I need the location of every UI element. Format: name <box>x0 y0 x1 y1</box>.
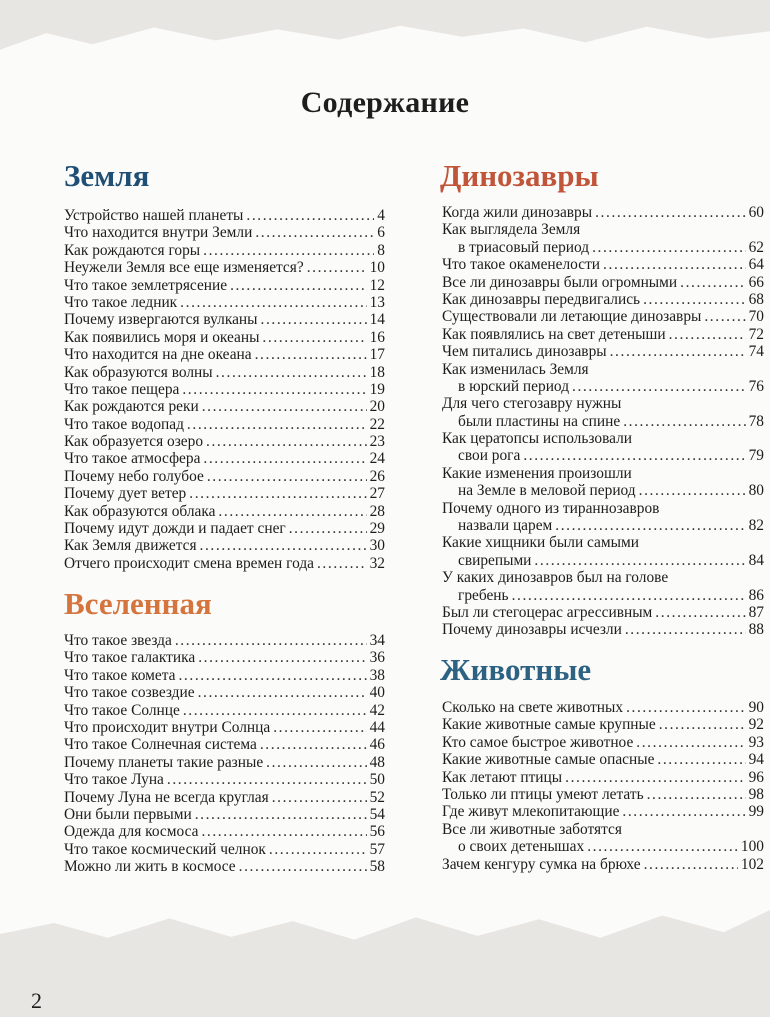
dot-leader <box>180 294 366 311</box>
toc-entry-title: Что такое ледник <box>64 293 178 311</box>
toc-entry-title: Что такое землетрясение <box>64 276 228 294</box>
page-title: Содержание <box>300 86 470 119</box>
toc-entry-page: 58 <box>369 858 385 876</box>
toc-entry-title: в юрский период <box>458 377 570 395</box>
toc-entry[interactable] <box>64 381 385 398</box>
toc-entry-page: 84 <box>748 551 764 569</box>
toc-entry-title: Что находится внутри Земли <box>64 224 253 242</box>
toc-entry[interactable] <box>442 716 764 733</box>
toc-entry-title: Был ли стегоцерас агрессивным <box>442 603 653 621</box>
dot-leader <box>572 378 746 395</box>
toc-entry[interactable] <box>442 769 764 786</box>
toc-entry-page: 26 <box>369 467 385 485</box>
toc-entry[interactable] <box>442 343 764 360</box>
dot-leader <box>317 555 367 572</box>
dot-leader <box>255 346 367 363</box>
toc-entry[interactable] <box>64 736 385 753</box>
dot-leader <box>592 239 746 256</box>
toc-entry-title: Все ли динозавры были огромными <box>442 273 678 291</box>
toc-entry-page: 17 <box>369 346 385 364</box>
toc-entry-page: 74 <box>748 343 764 361</box>
dot-leader <box>626 699 746 716</box>
dot-leader <box>659 716 746 733</box>
toc-entry-page: 68 <box>748 290 764 308</box>
toc-entry[interactable] <box>64 485 385 502</box>
toc-entry-title: Только ли птицы умеют летать <box>442 785 644 803</box>
toc-entry-title: Что такое окаменелости <box>442 256 601 274</box>
toc-entry-page: 40 <box>369 684 385 702</box>
toc-entry-page: 78 <box>748 412 764 430</box>
toc-entry-page: 60 <box>748 204 764 221</box>
toc-entry[interactable] <box>64 806 385 823</box>
toc-entry-page: 102 <box>740 855 764 873</box>
dot-leader <box>512 587 746 604</box>
toc-entry-page: 50 <box>369 771 385 789</box>
toc-entry-page: 62 <box>748 238 764 256</box>
toc-entry-title: Как появлялись на свет детеныши <box>442 325 666 343</box>
toc-entry-title: Чем питались динозавры <box>442 343 607 361</box>
toc-entry-page: 56 <box>369 823 385 841</box>
toc-entry-first-line <box>442 430 764 447</box>
toc-entry[interactable] <box>64 346 385 363</box>
toc-entry[interactable] <box>442 621 764 638</box>
toc-entry[interactable] <box>64 789 385 806</box>
toc-entry-title: Можно ли жить в космосе <box>64 858 236 876</box>
toc-entry-title: Что такое звезда <box>64 632 172 649</box>
toc-entry-page: 32 <box>369 554 385 572</box>
toc-entry-title: Что такое созвездие <box>64 684 195 702</box>
dot-leader <box>266 754 366 771</box>
dot-leader <box>565 769 745 786</box>
toc-entry-title: Существовали ли летающие динозавры <box>442 308 702 326</box>
dot-leader <box>269 841 367 858</box>
toc-entry-title: Когда жили динозавры <box>442 204 593 221</box>
toc-list-earth <box>64 207 385 572</box>
toc-entry[interactable] <box>64 450 385 467</box>
toc-entry-page: 42 <box>369 701 385 719</box>
toc-entry[interactable] <box>442 838 764 855</box>
toc-entry-page: 48 <box>369 753 385 771</box>
toc-entry[interactable] <box>64 771 385 788</box>
toc-entry[interactable] <box>442 326 764 343</box>
toc-entry[interactable] <box>64 684 385 701</box>
toc-list-animals <box>442 699 764 873</box>
toc-entry-title: Как образуются волны <box>64 363 213 381</box>
toc-entry-page: 6 <box>377 224 385 242</box>
toc-entry-page: 64 <box>748 256 764 274</box>
toc-entry-title: Неужели Земля все еще изменяется? <box>64 259 304 277</box>
toc-entry-title: Как динозавры передвигались <box>442 290 641 308</box>
dot-leader <box>587 838 738 855</box>
dot-leader <box>623 413 745 430</box>
dot-leader <box>534 552 745 569</box>
toc-entry[interactable] <box>64 329 385 346</box>
toc-entry-page: 13 <box>369 293 385 311</box>
dot-leader <box>260 736 367 753</box>
toc-entry-page: 57 <box>369 840 385 858</box>
dot-leader <box>261 311 367 328</box>
toc-entry-title: Что происходит внутри Солнца <box>64 718 271 736</box>
toc-entry-title: Как изменилась Земля <box>442 360 589 378</box>
dot-leader <box>230 277 367 294</box>
toc-entry-title: Почему планеты такие разные <box>64 753 264 771</box>
toc-entry-first-line <box>442 569 764 586</box>
toc-entry[interactable] <box>442 604 764 621</box>
toc-entry-title: Что находится на дне океана <box>64 346 252 364</box>
toc-entry[interactable] <box>64 311 385 328</box>
dot-leader <box>555 517 745 534</box>
toc-entry[interactable] <box>64 294 385 311</box>
toc-entry-title: Как Земля движется <box>64 537 197 555</box>
toc-entry-page: 98 <box>748 785 764 803</box>
toc-entry-title: Как образуются облака <box>64 502 216 520</box>
toc-entry-page: 36 <box>369 649 385 667</box>
toc-entry-page: 16 <box>369 328 385 346</box>
toc-entry-title: У каких динозавров был на голове <box>442 569 669 587</box>
toc-entry[interactable] <box>442 291 764 308</box>
toc-entry-title: Какие хищники были самыми <box>442 534 639 552</box>
toc-entry-page: 18 <box>369 363 385 381</box>
toc-entry-page: 12 <box>369 276 385 294</box>
toc-entry-title: Как выглядела Земля <box>442 221 581 239</box>
dot-leader <box>273 719 366 736</box>
toc-entry-title: Сколько на свете животных <box>442 699 624 716</box>
dot-leader <box>187 416 367 433</box>
dot-leader <box>610 343 746 360</box>
dot-leader <box>218 503 366 520</box>
dot-leader <box>206 433 367 450</box>
toc-entry[interactable] <box>64 398 385 415</box>
toc-entry-page: 80 <box>748 482 764 500</box>
toc-entry-page: 44 <box>369 718 385 736</box>
toc-entry-page: 88 <box>748 621 764 639</box>
toc-entry-page: 22 <box>369 415 385 433</box>
toc-entry-title: на Земле в меловой период <box>458 482 636 500</box>
dot-leader <box>603 256 746 273</box>
toc-entry-page: 86 <box>748 586 764 604</box>
toc-entry-title: Где живут млекопитающие <box>442 803 620 821</box>
toc-entry[interactable] <box>442 308 764 325</box>
toc-entry-title: Какие животные самые опасные <box>442 751 655 769</box>
toc-entry-page: 4 <box>377 207 385 224</box>
toc-entry-title: Как цератопсы использовали <box>442 430 633 448</box>
toc-entry[interactable] <box>442 204 764 221</box>
toc-entry[interactable] <box>64 667 385 684</box>
toc-entry-first-line <box>442 465 764 482</box>
toc-entry[interactable] <box>442 482 764 499</box>
toc-entry-title: Что такое пещера <box>64 380 180 398</box>
dot-leader <box>195 806 367 823</box>
toc-entry-title: Одежда для космоса <box>64 823 199 841</box>
dot-leader <box>647 786 746 803</box>
dot-leader <box>216 364 367 381</box>
toc-entry-title: Какие изменения произошли <box>442 464 632 482</box>
toc-entry[interactable] <box>64 364 385 381</box>
toc-entry-page: 54 <box>369 805 385 823</box>
toc-entry[interactable] <box>442 734 764 751</box>
toc-entry-page: 94 <box>748 751 764 769</box>
toc-entry-title: Как рождаются горы <box>64 241 201 259</box>
toc-entry[interactable] <box>64 858 385 875</box>
toc-entry-page: 93 <box>748 733 764 751</box>
toc-entry[interactable] <box>442 447 764 464</box>
toc-entry-first-line <box>442 361 764 378</box>
toc-list-dinosaurs <box>442 204 764 639</box>
dot-leader <box>207 468 367 485</box>
section-heading-animals: Животные <box>440 652 592 687</box>
toc-entry[interactable] <box>442 699 764 716</box>
toc-entry-title: Какие животные самые крупные <box>442 716 656 734</box>
dot-leader <box>272 789 367 806</box>
toc-entry-title: Почему идут дожди и падает снег <box>64 520 286 538</box>
toc-entry-page: 87 <box>748 603 764 621</box>
toc-entry-first-line <box>442 221 764 238</box>
toc-entry[interactable] <box>442 517 764 534</box>
toc-entry-page: 79 <box>748 447 764 465</box>
dot-leader <box>307 259 367 276</box>
toc-entry-page: 46 <box>369 736 385 754</box>
toc-entry[interactable] <box>442 786 764 803</box>
toc-entry-title: гребень <box>458 586 509 604</box>
toc-entry[interactable] <box>64 242 385 259</box>
toc-entry-title: в триасовый период <box>458 238 590 256</box>
dot-leader <box>203 242 374 259</box>
dot-leader <box>704 308 745 325</box>
toc-entry-title: Как рождаются реки <box>64 398 199 416</box>
dot-leader <box>198 684 367 701</box>
toc-entry-title: назвали царем <box>458 517 553 535</box>
toc-entry-title: Почему извергаются вулканы <box>64 311 258 329</box>
toc-entry[interactable] <box>64 259 385 276</box>
toc-entry-title: Почему дует ветер <box>64 485 187 503</box>
toc-entry[interactable] <box>64 433 385 450</box>
toc-entry-title: Как летают птицы <box>442 768 563 786</box>
toc-entry-page: 20 <box>369 398 385 416</box>
toc-entry[interactable] <box>442 256 764 273</box>
dot-leader <box>680 274 745 291</box>
toc-entry-page: 27 <box>369 485 385 503</box>
toc-entry-title: Как образуется озеро <box>64 433 204 451</box>
toc-entry-title: Что такое Солнце <box>64 701 180 719</box>
toc-entry-title: Что такое атмосфера <box>64 450 201 468</box>
toc-entry-page: 8 <box>377 241 385 259</box>
dot-leader <box>289 520 367 537</box>
toc-entry-first-line <box>442 395 764 412</box>
toc-entry-page: 30 <box>369 537 385 555</box>
toc-entry-page: 99 <box>748 803 764 821</box>
toc-entry-page: 70 <box>748 308 764 326</box>
toc-entry-title: Для чего стегозавру нужны <box>442 395 622 413</box>
toc-entry-page: 14 <box>369 311 385 329</box>
dot-leader <box>523 447 745 464</box>
toc-entry-page: 19 <box>369 380 385 398</box>
toc-entry[interactable] <box>64 224 385 241</box>
page-number: 2 <box>31 988 42 1013</box>
toc-entry-title: Что такое Луна <box>64 771 164 789</box>
dot-leader <box>203 450 366 467</box>
toc-entry-page: 23 <box>369 433 385 451</box>
toc-entry[interactable] <box>64 702 385 719</box>
toc-entry-title: были пластины на спине <box>458 412 621 430</box>
toc-entry-title: Кто самое быстрое животное <box>442 733 634 751</box>
toc-entry[interactable] <box>442 552 764 569</box>
toc-entry-title: Что такое космический челнок <box>64 840 266 858</box>
toc-entry-title: Почему Луна не всегда круглая <box>64 788 269 806</box>
dot-leader <box>655 604 745 621</box>
toc-entry-page: 29 <box>369 520 385 538</box>
dot-leader <box>625 621 746 638</box>
toc-entry[interactable] <box>64 520 385 537</box>
toc-entry-page: 24 <box>369 450 385 468</box>
dot-leader <box>182 381 366 398</box>
dot-leader <box>639 482 746 499</box>
toc-entry-title: свои рога <box>458 447 521 465</box>
dot-leader <box>255 224 374 241</box>
dot-leader <box>175 632 367 649</box>
dot-leader <box>246 207 374 224</box>
section-heading-earth: Земля <box>64 158 150 193</box>
toc-entry-first-line <box>442 534 764 551</box>
toc-entry-page: 100 <box>740 838 764 856</box>
toc-entry-first-line <box>442 500 764 517</box>
section-heading-dinosaurs: Динозавры <box>440 158 599 193</box>
toc-entry-first-line <box>442 821 764 838</box>
dot-leader <box>644 856 738 873</box>
toc-entry-page: 76 <box>748 377 764 395</box>
toc-list-universe <box>64 632 385 875</box>
toc-entry-title: Почему одного из тираннозавров <box>442 499 660 517</box>
toc-entry[interactable] <box>442 239 764 256</box>
dot-leader <box>178 667 366 684</box>
toc-entry-page: 82 <box>748 517 764 535</box>
toc-entry-page: 10 <box>369 259 385 277</box>
toc-entry-title: Устройство нашей планеты <box>64 207 244 224</box>
toc-entry[interactable] <box>64 503 385 520</box>
toc-entry[interactable] <box>64 841 385 858</box>
dot-leader <box>167 771 367 788</box>
toc-entry-title: о своих детенышах <box>458 838 585 856</box>
dot-leader <box>669 326 746 343</box>
toc-entry[interactable] <box>64 277 385 294</box>
toc-entry[interactable] <box>442 856 764 873</box>
dot-leader <box>202 398 367 415</box>
dot-leader <box>198 649 366 666</box>
dot-leader <box>183 702 367 719</box>
section-heading-universe: Вселенная <box>64 586 212 621</box>
dot-leader <box>262 329 366 346</box>
toc-entry[interactable] <box>64 207 385 224</box>
dot-leader <box>657 751 745 768</box>
toc-entry[interactable] <box>64 754 385 771</box>
toc-entry-title: Зачем кенгуру сумка на брюхе <box>442 855 641 873</box>
toc-entry-title: Что такое комета <box>64 666 176 684</box>
toc-entry-page: 72 <box>748 325 764 343</box>
toc-entry[interactable] <box>442 413 764 430</box>
toc-entry[interactable] <box>442 803 764 820</box>
toc-entry[interactable] <box>442 378 764 395</box>
dot-leader <box>643 291 746 308</box>
toc-entry[interactable] <box>64 537 385 554</box>
toc-entry-page: 52 <box>369 788 385 806</box>
toc-entry[interactable] <box>64 555 385 572</box>
dot-leader <box>201 823 366 840</box>
toc-entry-page: 90 <box>748 699 764 716</box>
toc-entry[interactable] <box>64 632 385 649</box>
toc-entry-title: Как появились моря и океаны <box>64 328 260 346</box>
toc-entry-page: 96 <box>748 768 764 786</box>
toc-entry[interactable] <box>442 274 764 291</box>
toc-entry[interactable] <box>64 823 385 840</box>
toc-entry-title: Что такое Солнечная система <box>64 736 257 754</box>
toc-entry-page: 38 <box>369 666 385 684</box>
dot-leader <box>239 858 367 875</box>
toc-entry[interactable] <box>64 416 385 433</box>
toc-entry[interactable] <box>64 649 385 666</box>
toc-entry-title: Что такое галактика <box>64 649 196 667</box>
dot-leader <box>636 734 745 751</box>
toc-entry[interactable] <box>442 587 764 604</box>
dot-leader <box>189 485 366 502</box>
toc-entry-title: Почему небо голубое <box>64 467 204 485</box>
toc-entry-title: свирепыми <box>458 551 532 569</box>
toc-entry-page: 66 <box>748 273 764 291</box>
toc-entry-title: Все ли животные заботятся <box>442 820 622 838</box>
dot-leader <box>200 537 367 554</box>
toc-entry[interactable] <box>64 719 385 736</box>
dot-leader <box>595 204 746 221</box>
toc-entry-title: Почему динозавры исчезли <box>442 621 622 639</box>
toc-entry-title: Они были первыми <box>64 805 192 823</box>
toc-entry-page: 34 <box>369 632 385 649</box>
toc-entry[interactable] <box>442 751 764 768</box>
dot-leader <box>622 803 745 820</box>
toc-entry-page: 28 <box>369 502 385 520</box>
toc-entry[interactable] <box>64 468 385 485</box>
toc-entry-title: Отчего происходит смена времен года <box>64 554 314 572</box>
toc-entry-page: 92 <box>748 716 764 734</box>
toc-entry-title: Что такое водопад <box>64 415 184 433</box>
